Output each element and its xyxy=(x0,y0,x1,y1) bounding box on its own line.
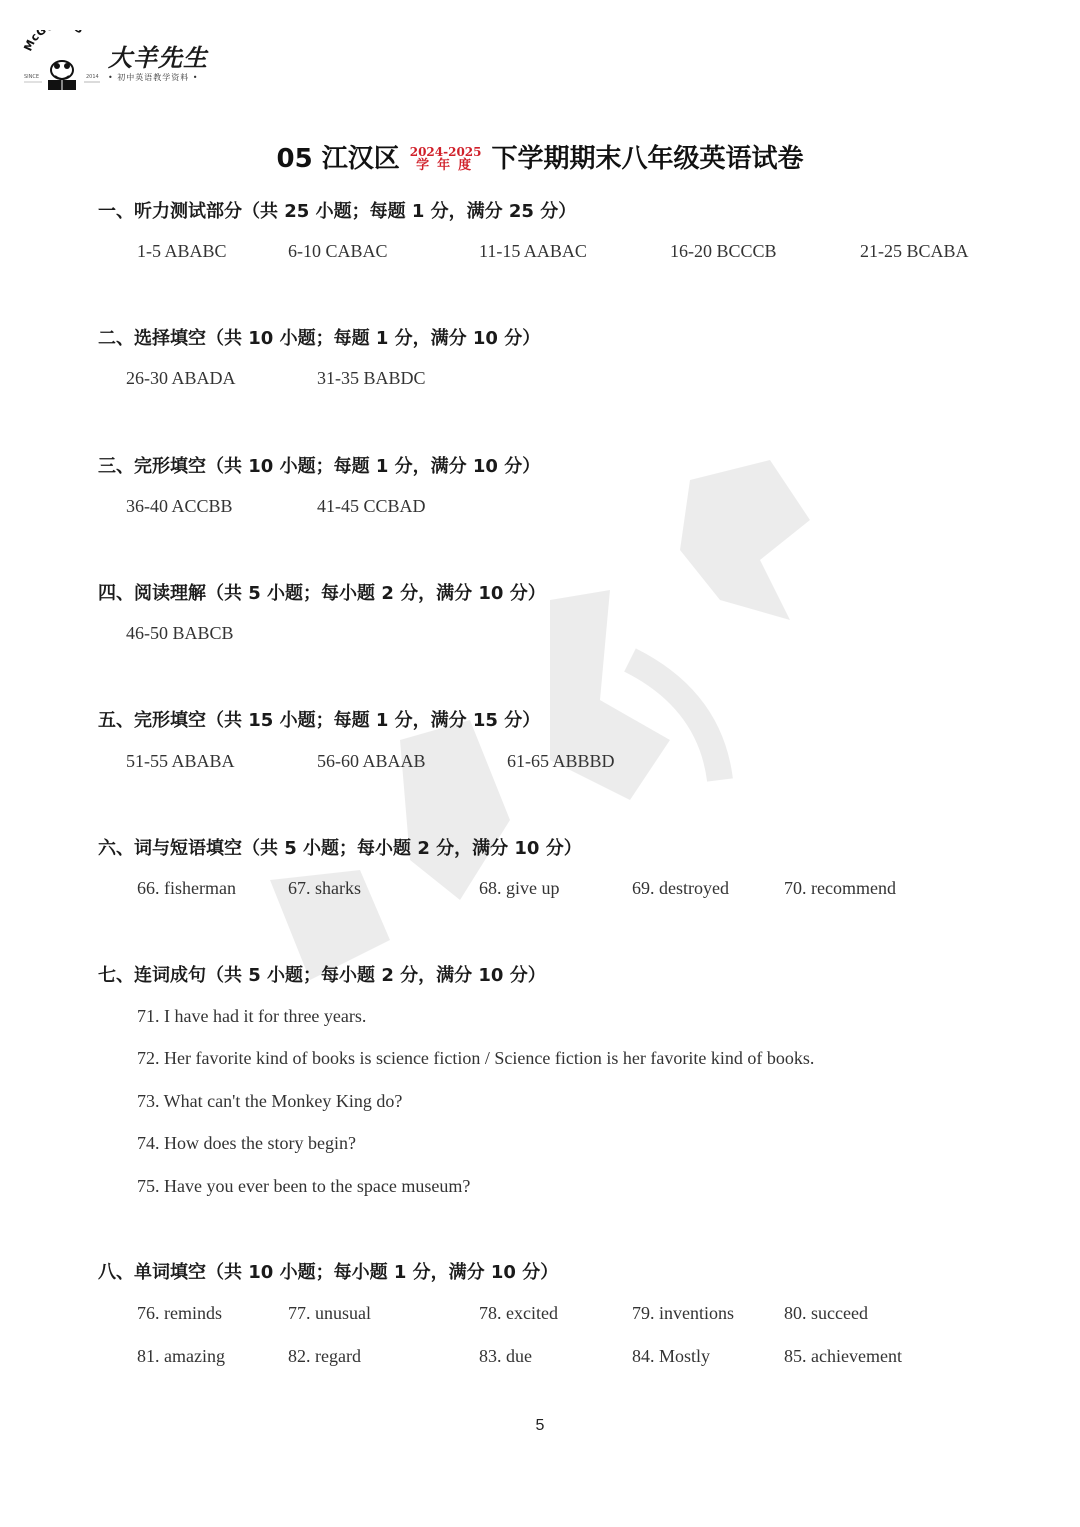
answer-item: 31-35 BABDC xyxy=(317,368,426,388)
answer-item: 61-65 ABBBD xyxy=(507,751,615,771)
answer-item: 67. sharks xyxy=(288,878,361,898)
page-number: 5 xyxy=(535,1417,545,1434)
answer-sentence: 71. I have had it for three years. xyxy=(137,1006,367,1026)
answer-item: 85. achievement xyxy=(784,1346,902,1366)
answer-item: 46-50 BABCB xyxy=(126,623,234,643)
answer-item: 77. unusual xyxy=(288,1303,371,1323)
answer-item: 51-55 ABABA xyxy=(126,751,235,771)
logo-year: 2014 xyxy=(86,74,99,80)
answer-item: 69. destroyed xyxy=(632,878,729,898)
logo-brand-name: 大羊先生 xyxy=(108,44,208,72)
answer-item: 81. amazing xyxy=(137,1346,225,1366)
page-title xyxy=(0,138,1080,175)
answer-item: 80. succeed xyxy=(784,1303,868,1323)
answer-item: 1-5 ABABC xyxy=(137,241,227,261)
answer-sentence: 72. Her favorite kind of books is science fiction / Science fiction is her favorite kind of books. xyxy=(137,1048,815,1068)
answer-item: 36-40 ACCBB xyxy=(126,496,233,516)
answer-item: 78. excited xyxy=(479,1303,558,1323)
logo-since: SINCE xyxy=(24,74,40,80)
answer-item: 11-15 AABAC xyxy=(479,241,587,261)
section-heading-cloze-2: 五、完形填空（共 15 小题；每题 1 分，满分 15 分） xyxy=(98,710,541,731)
answer-sentence: 73. What can't the Monkey King do? xyxy=(137,1091,403,1111)
brand-logo xyxy=(22,30,222,96)
section-heading-cloze: 三、完形填空（共 10 小题；每题 1 分，满分 10 分） xyxy=(98,456,541,477)
answer-item: 82. regard xyxy=(288,1346,361,1366)
answer-item: 66. fisherman xyxy=(137,878,236,898)
answer-item: 70. recommend xyxy=(784,878,896,898)
answer-item: 79. inventions xyxy=(632,1303,734,1323)
title-prefix: 05 江汉区 xyxy=(276,144,400,174)
title-academic-year xyxy=(410,146,482,172)
section-heading-sentence-building: 七、连词成句（共 5 小题；每小题 2 分，满分 10 分） xyxy=(98,965,546,986)
answer-item: 16-20 BCCCB xyxy=(670,241,777,261)
title-suffix: 下学期期末八年级英语试卷 xyxy=(491,144,804,174)
answer-sentence: 74. How does the story begin? xyxy=(137,1133,356,1153)
logo-tagline: • 初中英语教学资料 • xyxy=(108,73,199,82)
answer-item: 68. give up xyxy=(479,878,560,898)
answer-item: 26-30 ABADA xyxy=(126,368,236,388)
answer-item: 76. reminds xyxy=(137,1303,222,1323)
answer-item: 83. due xyxy=(479,1346,532,1366)
answer-item: 6-10 CABAC xyxy=(288,241,388,261)
answer-item: 41-45 CCBAD xyxy=(317,496,426,516)
title-year-range: 2024-2025 xyxy=(409,145,482,160)
section-heading-multiple-choice: 二、选择填空（共 10 小题；每题 1 分，满分 10 分） xyxy=(98,328,541,349)
title-year-label: 学年度 xyxy=(416,157,480,173)
answer-item: 56-60 ABAAB xyxy=(317,751,426,771)
logo-ring-text: McG xyxy=(22,30,49,54)
svg-text:McGOAT'S xyxy=(22,30,86,53)
answer-sentence: 75. Have you ever been to the space museum? xyxy=(137,1176,471,1196)
answer-item: 21-25 BCABA xyxy=(860,241,969,261)
answer-item: 84. Mostly xyxy=(632,1346,711,1366)
section-heading-word-phrase: 六、词与短语填空（共 5 小题；每小题 2 分，满分 10 分） xyxy=(98,838,582,859)
section-heading-word-fill: 八、单词填空（共 10 小题；每小题 1 分，满分 10 分） xyxy=(98,1262,559,1283)
goat-logo-icon xyxy=(22,30,102,96)
section-heading-reading: 四、阅读理解（共 5 小题；每小题 2 分，满分 10 分） xyxy=(98,583,546,604)
section-heading-listening: 一、听力测试部分（共 25 小题；每题 1 分，满分 25 分） xyxy=(98,201,577,222)
